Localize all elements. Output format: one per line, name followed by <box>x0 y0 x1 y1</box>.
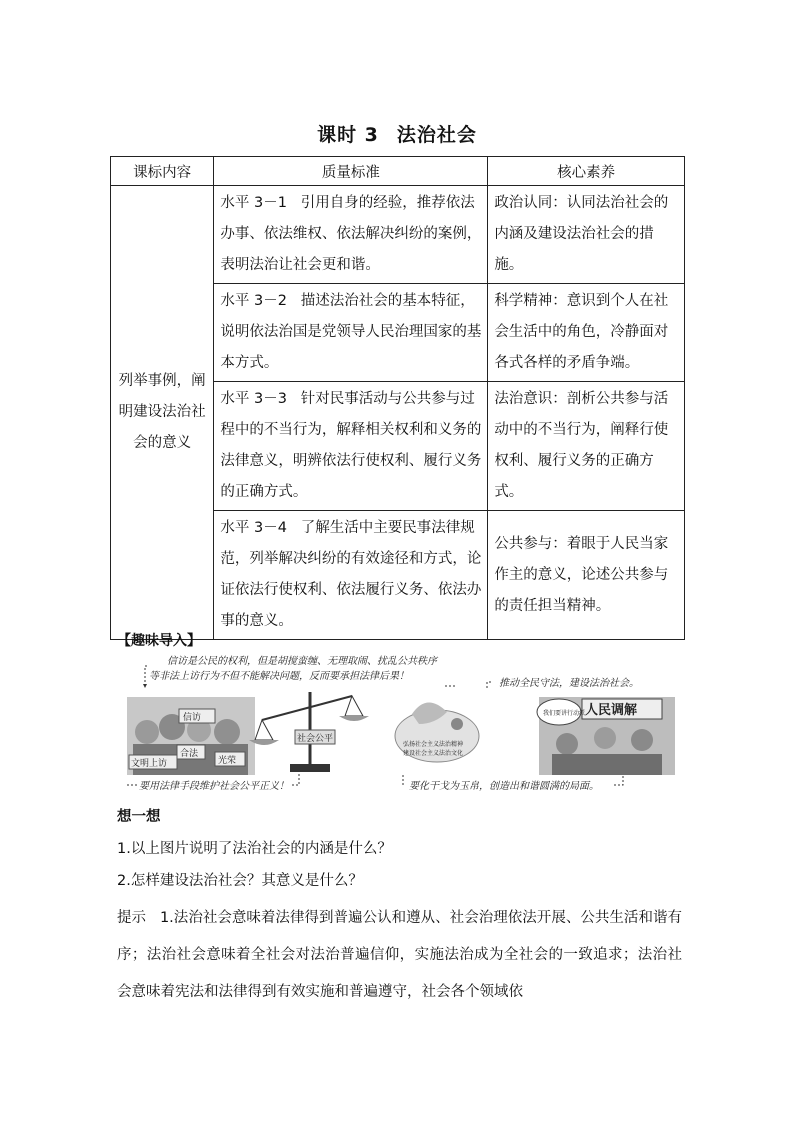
dove-image <box>395 702 479 762</box>
header-course-content: 课标内容 <box>111 157 214 186</box>
tip-text: 1.法治社会意味着法律得到普遍公认和遵从、社会治理依法开展、公共生活和谐有序；法治社会意味着全社会对法治普遍信仰，实施法治成为全社会的一致追求；法治社会意味着宪法和法律得到有效实施和普遍遵守，社会各个领域依 <box>117 910 682 1000</box>
speech-bubble: 我们要讲行动派 <box>543 710 586 717</box>
header-quality-standard: 质量标准 <box>214 157 488 186</box>
tip-label: 提示 <box>117 910 147 926</box>
standard-cell: 水平 3－4 了解生活中主要民事法律规范，列举解决纠纷的有效途径和方式，论证依法行使权利、依法履行义务、依法办事的意义。 <box>214 511 488 640</box>
literacy-cell: 公共参与：着眼于人民当家作主的意义，论述公共参与的责任担当精神。 <box>488 511 685 640</box>
standards-table <box>110 156 685 640</box>
intro-heading: 【趣味导入】 <box>117 633 201 649</box>
scales-of-justice-image <box>249 692 369 772</box>
standard-cell: 水平 3－3 针对民事活动与公共参与过程中的不当行为，解释相关权利和义务的法律意义，明辨依法行使权利、履行义务的正确方式。 <box>214 382 488 511</box>
caption-top-right: 推动全民守法，建设法治社会。 <box>499 678 639 689</box>
scale-label: 社会公平 <box>297 734 334 744</box>
tip-paragraph <box>117 900 682 1011</box>
table-row <box>111 186 685 284</box>
standard-cell: 水平 3－2 描述法治社会的基本特征，说明依法治国是党领导人民治理国家的基本方式。 <box>214 284 488 382</box>
caption-top-line1: 信访是公民的权利，但是胡搅蛮缠、无理取闹、扰乱公共秩序 <box>167 656 437 667</box>
literacy-cell: 政治认同：认同法治社会的内涵及建设法治社会的措施。 <box>488 186 685 284</box>
caption-bottom-right: 要化干戈为玉帛，创造出和谐圆满的局面。 <box>409 781 599 792</box>
caption-bottom-left: 要用法律手段维护社会公平正义！ <box>139 781 289 792</box>
dove-text-line1: 弘扬社会主义法治精神 <box>403 741 464 748</box>
caption-top-line2: 等非法上访行为不但不能解决问题，反而要承担法律后果！ <box>149 671 409 682</box>
dove-text-line2: 建设社会主义法治文化 <box>403 750 464 757</box>
sign-glory: 光荣 <box>218 756 237 766</box>
sign-legal: 合法 <box>180 749 199 759</box>
illustration <box>127 652 677 802</box>
lesson-name: 法治社会 <box>396 124 477 146</box>
mediation-image <box>537 697 675 775</box>
literacy-cell: 法治意识：剖析公共参与活动中的不当行为，阐释行使权利、履行义务的正确方式。 <box>488 382 685 511</box>
sign-petition: 信访 <box>183 713 202 723</box>
course-content-cell: 列举事例，阐明建设法治社会的意义 <box>111 186 214 640</box>
sign-civil-petition: 文明上访 <box>131 759 168 769</box>
standard-cell: 水平 3－1 引用自身的经验，推荐依法办事、依法维权、依法解决纠纷的案例，表明法治让社会更和谐。 <box>214 186 488 284</box>
question-2: 2.怎样建设法治社会？其意义是什么？ <box>117 873 363 889</box>
table-header-row <box>111 157 685 186</box>
page-title <box>0 120 794 147</box>
protest-crowd-image <box>127 697 255 775</box>
question-1: 1.以上图片说明了法治社会的内涵是什么？ <box>117 841 392 857</box>
mediation-sign: 人民调解 <box>585 703 638 718</box>
literacy-cell: 科学精神：意识到个人在社会生活中的角色，冷静面对各式各样的矛盾争端。 <box>488 284 685 382</box>
header-core-literacy: 核心素养 <box>488 157 685 186</box>
lesson-number: 课时 3 <box>317 124 379 146</box>
think-heading: 想一想 <box>117 809 161 825</box>
